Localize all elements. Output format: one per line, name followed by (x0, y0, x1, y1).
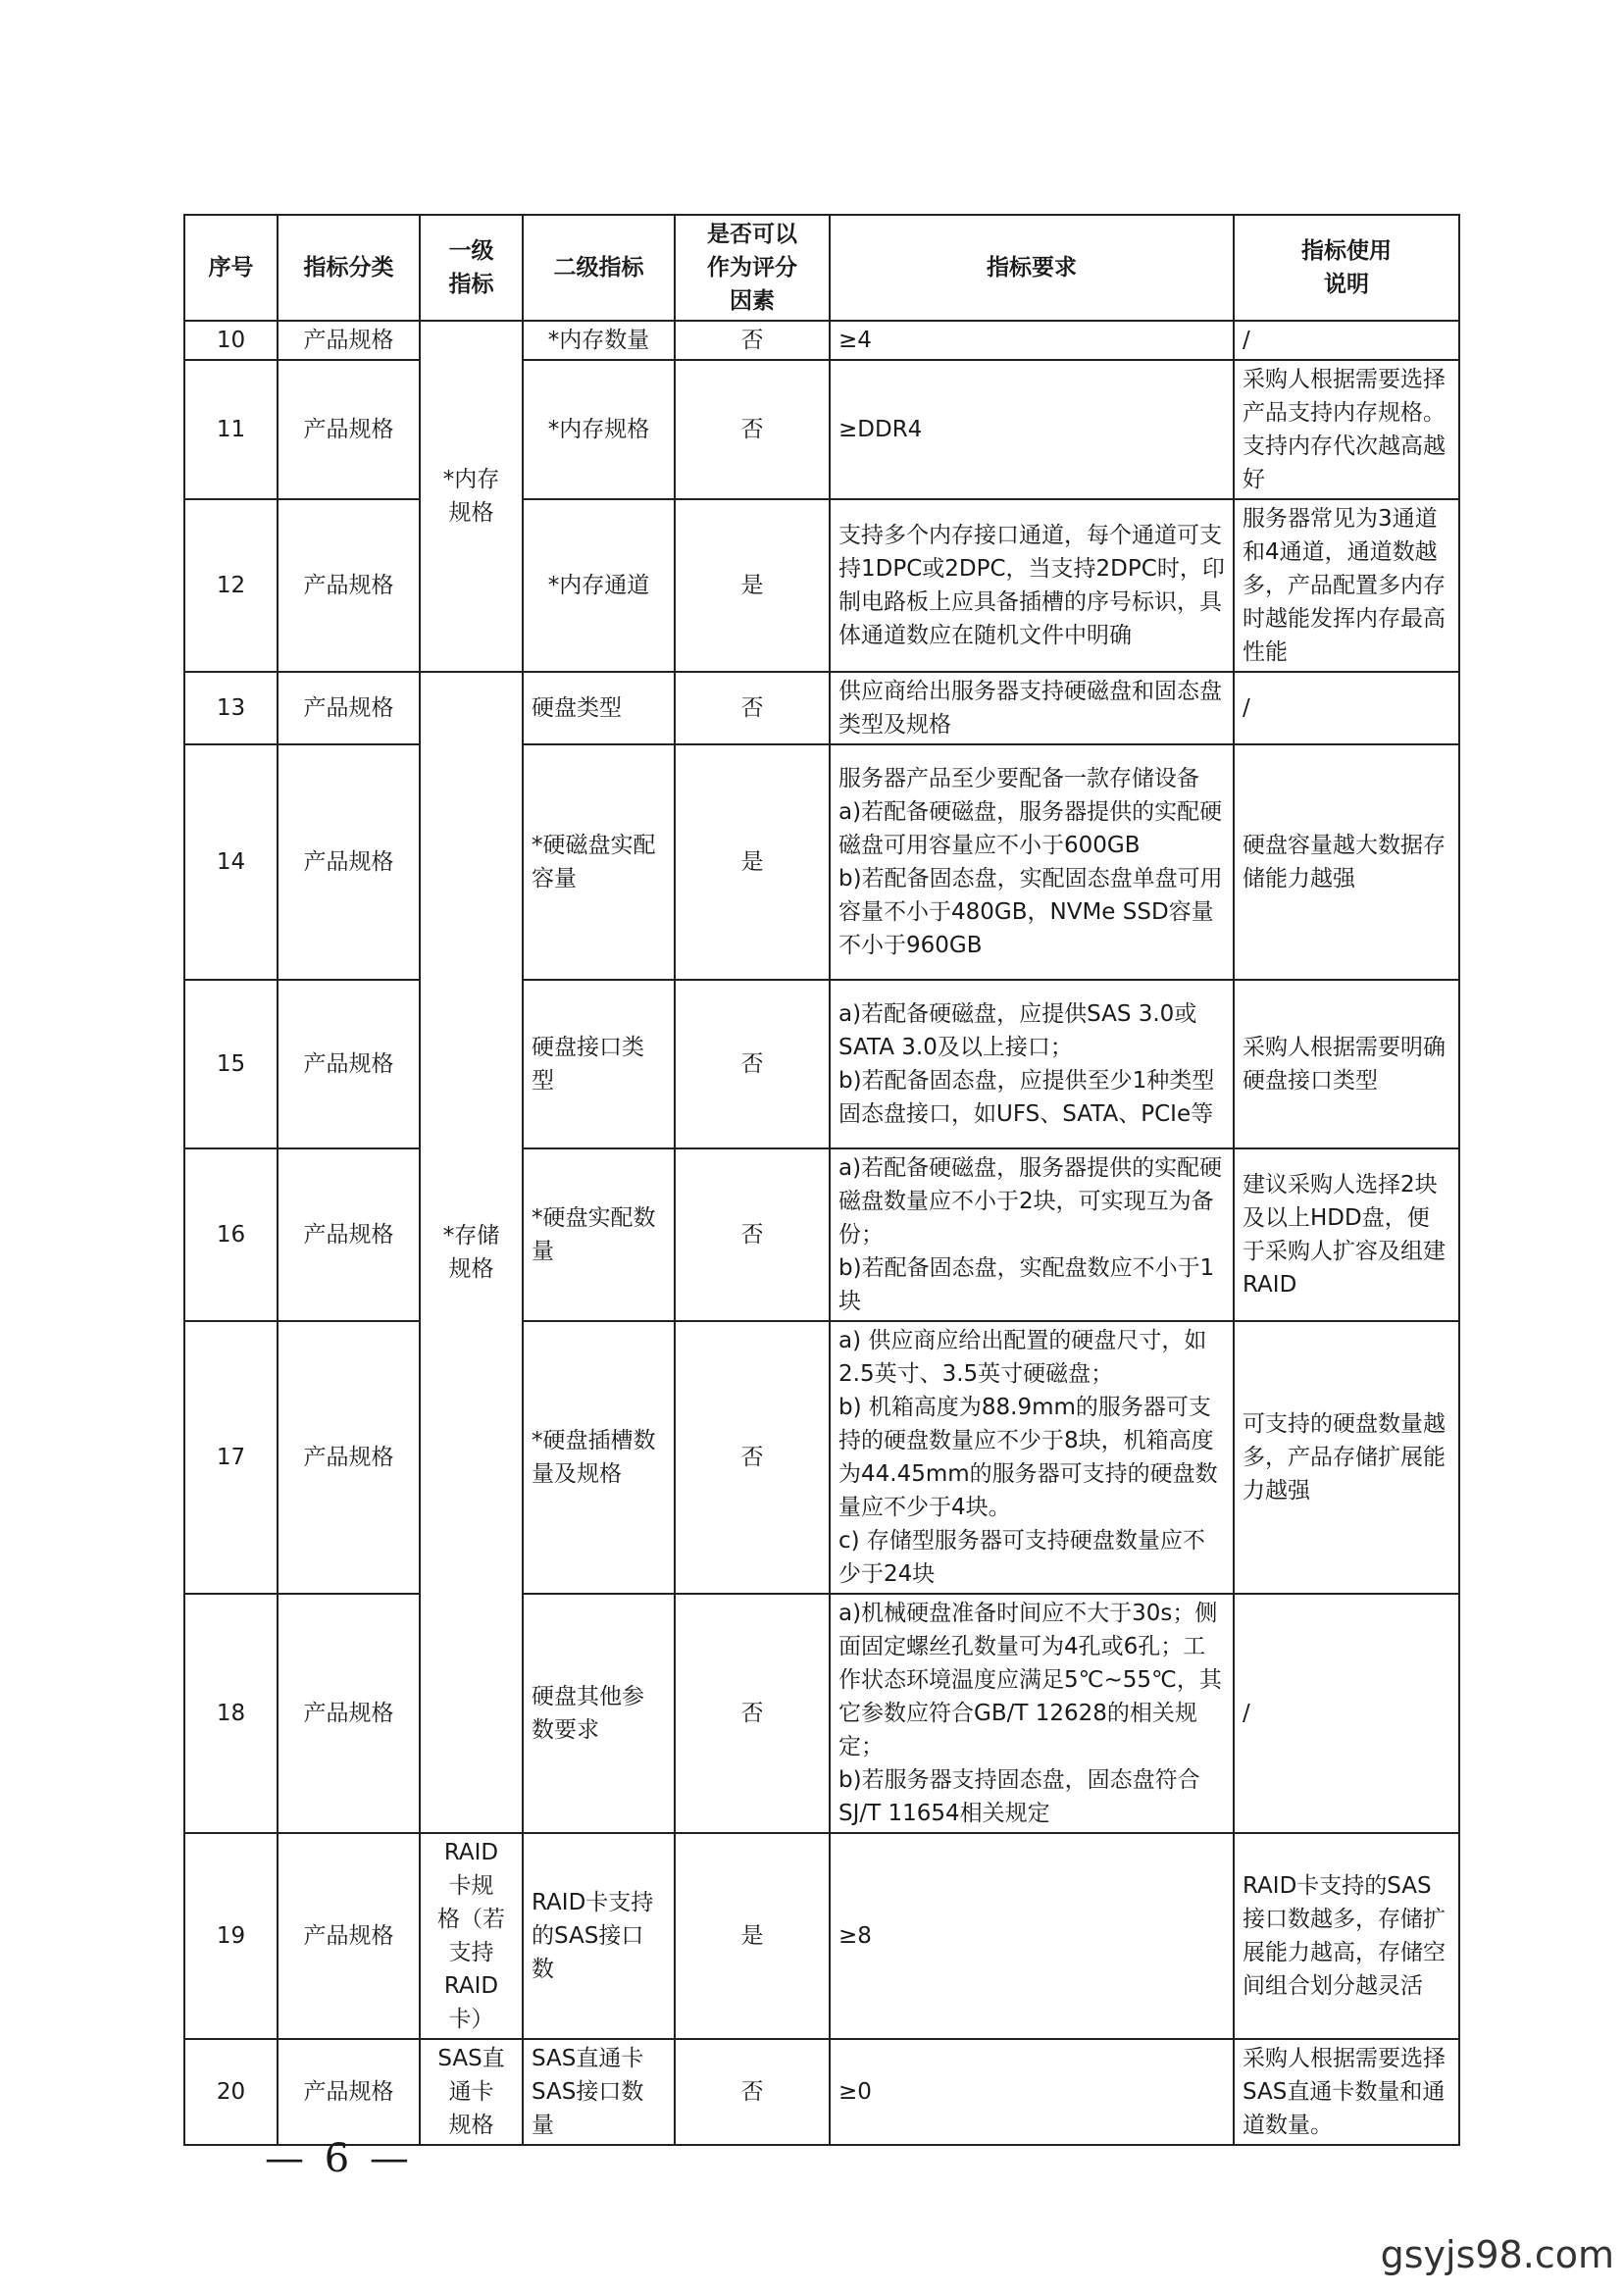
table-row (184, 321, 1459, 360)
row-scoring: 否 (675, 321, 830, 360)
row-secondary: 硬盘类型 (523, 672, 675, 744)
row-requirement: ≥8 (830, 1833, 1234, 2039)
primary-sas: SAS直 通卡 规格 (420, 2039, 523, 2145)
row-secondary: *内存数量 (523, 321, 675, 360)
spec-table (183, 214, 1460, 2146)
table-row (184, 672, 1459, 744)
row-scoring: 是 (675, 499, 830, 672)
row-note: 可支持的硬盘数量越多，产品存储扩展能力越强 (1234, 1321, 1459, 1594)
row-category: 产品规格 (278, 1148, 420, 1321)
row-secondary: *硬盘实配数量 (523, 1148, 675, 1321)
row-requirement: 供应商给出服务器支持硬磁盘和固态盘类型及规格 (830, 672, 1234, 744)
row-note: 硬盘容量越大数据存储能力越强 (1234, 744, 1459, 980)
row-scoring: 否 (675, 1321, 830, 1594)
row-requirement: a)机械硬盘准备时间应不大于30s；侧面固定螺丝孔数量可为4孔或6孔；工作状态环境温度应满足5℃~55℃，其它参数应符合GB/T 12628的相关规定； b)若服务器支持固态盘，固态盘符合SJ/T 11654相关规定 (830, 1594, 1234, 1833)
row-note: / (1234, 672, 1459, 744)
page-number: — 6 — (265, 2136, 413, 2181)
row-no: 13 (184, 672, 278, 744)
row-scoring: 否 (675, 360, 830, 499)
row-category: 产品规格 (278, 499, 420, 672)
row-note: 服务器常见为3通道和4通道，通道数越多，产品配置多内存时越能发挥内存最高性能 (1234, 499, 1459, 672)
table-row (184, 744, 1459, 980)
row-no: 18 (184, 1594, 278, 1833)
row-requirement: a)若配备硬磁盘，服务器提供的实配硬磁盘数量应不小于2块，可实现互为备份； b)若配备固态盘，实配盘数应不小于1块 (830, 1148, 1234, 1321)
row-secondary: *内存规格 (523, 360, 675, 499)
row-no: 10 (184, 321, 278, 360)
header-no: 序号 (184, 215, 278, 321)
header-requirement: 指标要求 (830, 215, 1234, 321)
table-row (184, 980, 1459, 1148)
row-scoring: 否 (675, 1594, 830, 1833)
row-no: 16 (184, 1148, 278, 1321)
row-category: 产品规格 (278, 1321, 420, 1594)
row-note: 建议采购人选择2块及以上HDD盘，便于采购人扩容及组建RAID (1234, 1148, 1459, 1321)
table-row (184, 2039, 1459, 2145)
row-secondary: *内存通道 (523, 499, 675, 672)
header-note: 指标使用 说明 (1234, 215, 1459, 321)
row-category: 产品规格 (278, 1594, 420, 1833)
row-note: 采购人根据需要选择产品支持内存规格。支持内存代次越高越好 (1234, 360, 1459, 499)
table-header-row (184, 215, 1459, 321)
row-category: 产品规格 (278, 321, 420, 360)
row-category: 产品规格 (278, 360, 420, 499)
row-category: 产品规格 (278, 744, 420, 980)
row-secondary: 硬盘接口类型 (523, 980, 675, 1148)
row-scoring: 否 (675, 2039, 830, 2145)
row-requirement: 支持多个内存接口通道，每个通道可支持1DPC或2DPC，当支持2DPC时，印制电路板上应具备插槽的序号标识，具体通道数应在随机文件中明确 (830, 499, 1234, 672)
table-row (184, 1594, 1459, 1833)
row-requirement: ≥DDR4 (830, 360, 1234, 499)
table-row (184, 360, 1459, 499)
row-note: / (1234, 321, 1459, 360)
row-scoring: 否 (675, 980, 830, 1148)
row-requirement: ≥0 (830, 2039, 1234, 2145)
row-category: 产品规格 (278, 672, 420, 744)
row-secondary: RAID卡支持的SAS接口数 (523, 1833, 675, 2039)
row-requirement: a)若配备硬磁盘，应提供SAS 3.0或SATA 3.0及以上接口； b)若配备固态盘，应提供至少1种类型固态盘接口，如UFS、SATA、PCIe等 (830, 980, 1234, 1148)
primary-memory: *内存 规格 (420, 321, 523, 672)
row-category: 产品规格 (278, 980, 420, 1148)
row-no: 11 (184, 360, 278, 499)
row-note: 采购人根据需要明确硬盘接口类型 (1234, 980, 1459, 1148)
row-no: 12 (184, 499, 278, 672)
table-row (184, 1148, 1459, 1321)
header-scoring: 是否可以 作为评分 因素 (675, 215, 830, 321)
row-scoring: 是 (675, 1833, 830, 2039)
row-category: 产品规格 (278, 1833, 420, 2039)
table-row (184, 499, 1459, 672)
row-no: 20 (184, 2039, 278, 2145)
row-secondary: 硬盘其他参数要求 (523, 1594, 675, 1833)
row-scoring: 是 (675, 744, 830, 980)
header-secondary: 二级指标 (523, 215, 675, 321)
row-no: 14 (184, 744, 278, 980)
row-secondary: *硬盘插槽数量及规格 (523, 1321, 675, 1594)
row-requirement: ≥4 (830, 321, 1234, 360)
row-secondary: *硬磁盘实配容量 (523, 744, 675, 980)
row-category: 产品规格 (278, 2039, 420, 2145)
row-requirement: 服务器产品至少要配备一款存储设备 a)若配备硬磁盘，服务器提供的实配硬磁盘可用容量应不小于600GB b)若配备固态盘，实配固态盘单盘可用容量不小于480GB，NVMe SSD容量不小于960GB (830, 744, 1234, 980)
row-no: 17 (184, 1321, 278, 1594)
header-category: 指标分类 (278, 215, 420, 321)
row-secondary: SAS直通卡SAS接口数量 (523, 2039, 675, 2145)
table-row (184, 1321, 1459, 1594)
row-scoring: 否 (675, 1148, 830, 1321)
row-note: RAID卡支持的SAS接口数越多，存储扩展能力越高，存储空间组合划分越灵活 (1234, 1833, 1459, 2039)
row-no: 15 (184, 980, 278, 1148)
primary-storage: *存储 规格 (420, 672, 523, 1833)
watermark: gsyjs98.com (1380, 2233, 1614, 2276)
header-primary: 一级 指标 (420, 215, 523, 321)
row-note: 采购人根据需要选择SAS直通卡数量和通道数量。 (1234, 2039, 1459, 2145)
row-requirement: a) 供应商应给出配置的硬盘尺寸，如2.5英寸、3.5英寸硬磁盘； b) 机箱高度为88.9mm的服务器可支持的硬盘数量应不少于8块，机箱高度为44.45mm的服务器可支持的硬盘数量应不少于4块。 c) 存储型服务器可支持硬盘数量应不少于24块 (830, 1321, 1234, 1594)
table-row (184, 1833, 1459, 2039)
row-no: 19 (184, 1833, 278, 2039)
row-note: / (1234, 1594, 1459, 1833)
row-scoring: 否 (675, 672, 830, 744)
primary-raid: RAID 卡规 格（若 支持 RAID 卡） (420, 1833, 523, 2039)
